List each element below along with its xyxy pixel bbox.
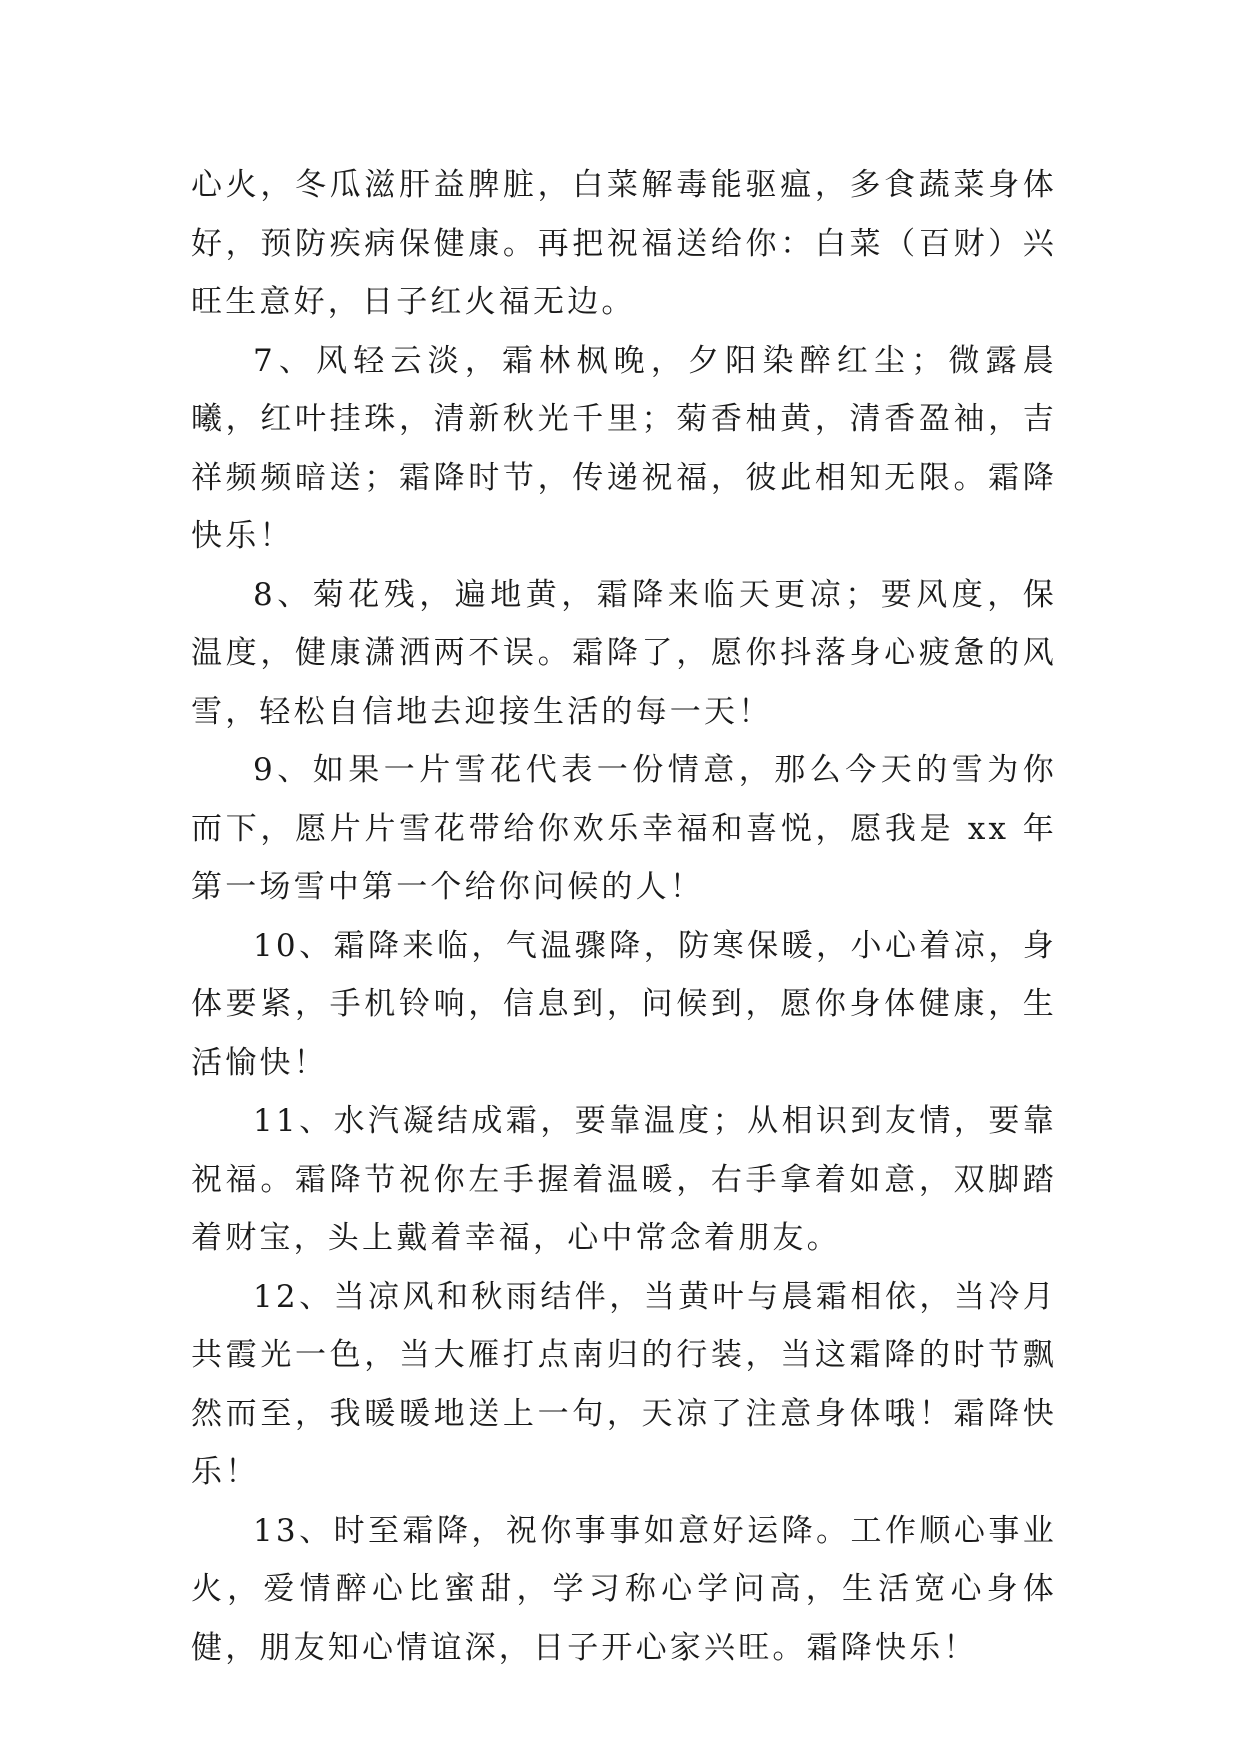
- document-body: [191, 156, 1057, 1677]
- paragraph-10: 10、霜降来临，气温骤降，防寒保暖，小心着凉，身体要紧，手机铃响，信息到，问候到，愿你身体健康，生活愉快！: [191, 927, 1057, 1081]
- paragraph-continuation: 心火，冬瓜滋肝益脾脏，白菜解毒能驱瘟，多食蔬菜身体好，预防疾病保健康。再把祝福送给你：白菜（百财）兴旺生意好，日子红火福无边。: [191, 167, 1057, 320]
- paragraph-7: 7、风轻云淡，霜林枫晚，夕阳染醉红尘；微露晨曦，红叶挂珠，清新秋光千里；菊香柚黄，清香盈袖，吉祥频频暗送；霜降时节，传递祝福，彼此相知无限。霜降快乐！: [191, 342, 1057, 554]
- paragraph-12: 12、当凉风和秋雨结伴，当黄叶与晨霜相依，当冷月共霞光一色，当大雁打点南归的行装，当这霜降的时节飘然而至，我暖暖地送上一句，天凉了注意身体哦！霜降快乐！: [191, 1278, 1057, 1490]
- paragraph-8: 8、菊花残，遍地黄，霜降来临天更凉；要风度，保温度，健康潇洒两不误。霜降了，愿你抖落身心疲惫的风雪，轻松自信地去迎接生活的每一天！: [191, 576, 1057, 730]
- paragraph-11: 11、水汽凝结成霜，要靠温度；从相识到友情，要靠祝福。霜降节祝你左手握着温暖，右手拿着如意，双脚踏着财宝，头上戴着幸福，心中常念着朋友。: [191, 1103, 1057, 1256]
- paragraph-9: 9、如果一片雪花代表一份情意，那么今天的雪为你而下，愿片片雪花带给你欢乐幸福和喜悦，愿我是 xx 年第一场雪中第一个给你问候的人！: [191, 752, 1057, 905]
- paragraph-13: 13、时至霜降，祝你事事如意好运降。工作顺心事业火，爱情醉心比蜜甜，学习称心学问高，生活宽心身体健，朋友知心情谊深，日子开心家兴旺。霜降快乐！: [191, 1512, 1057, 1666]
